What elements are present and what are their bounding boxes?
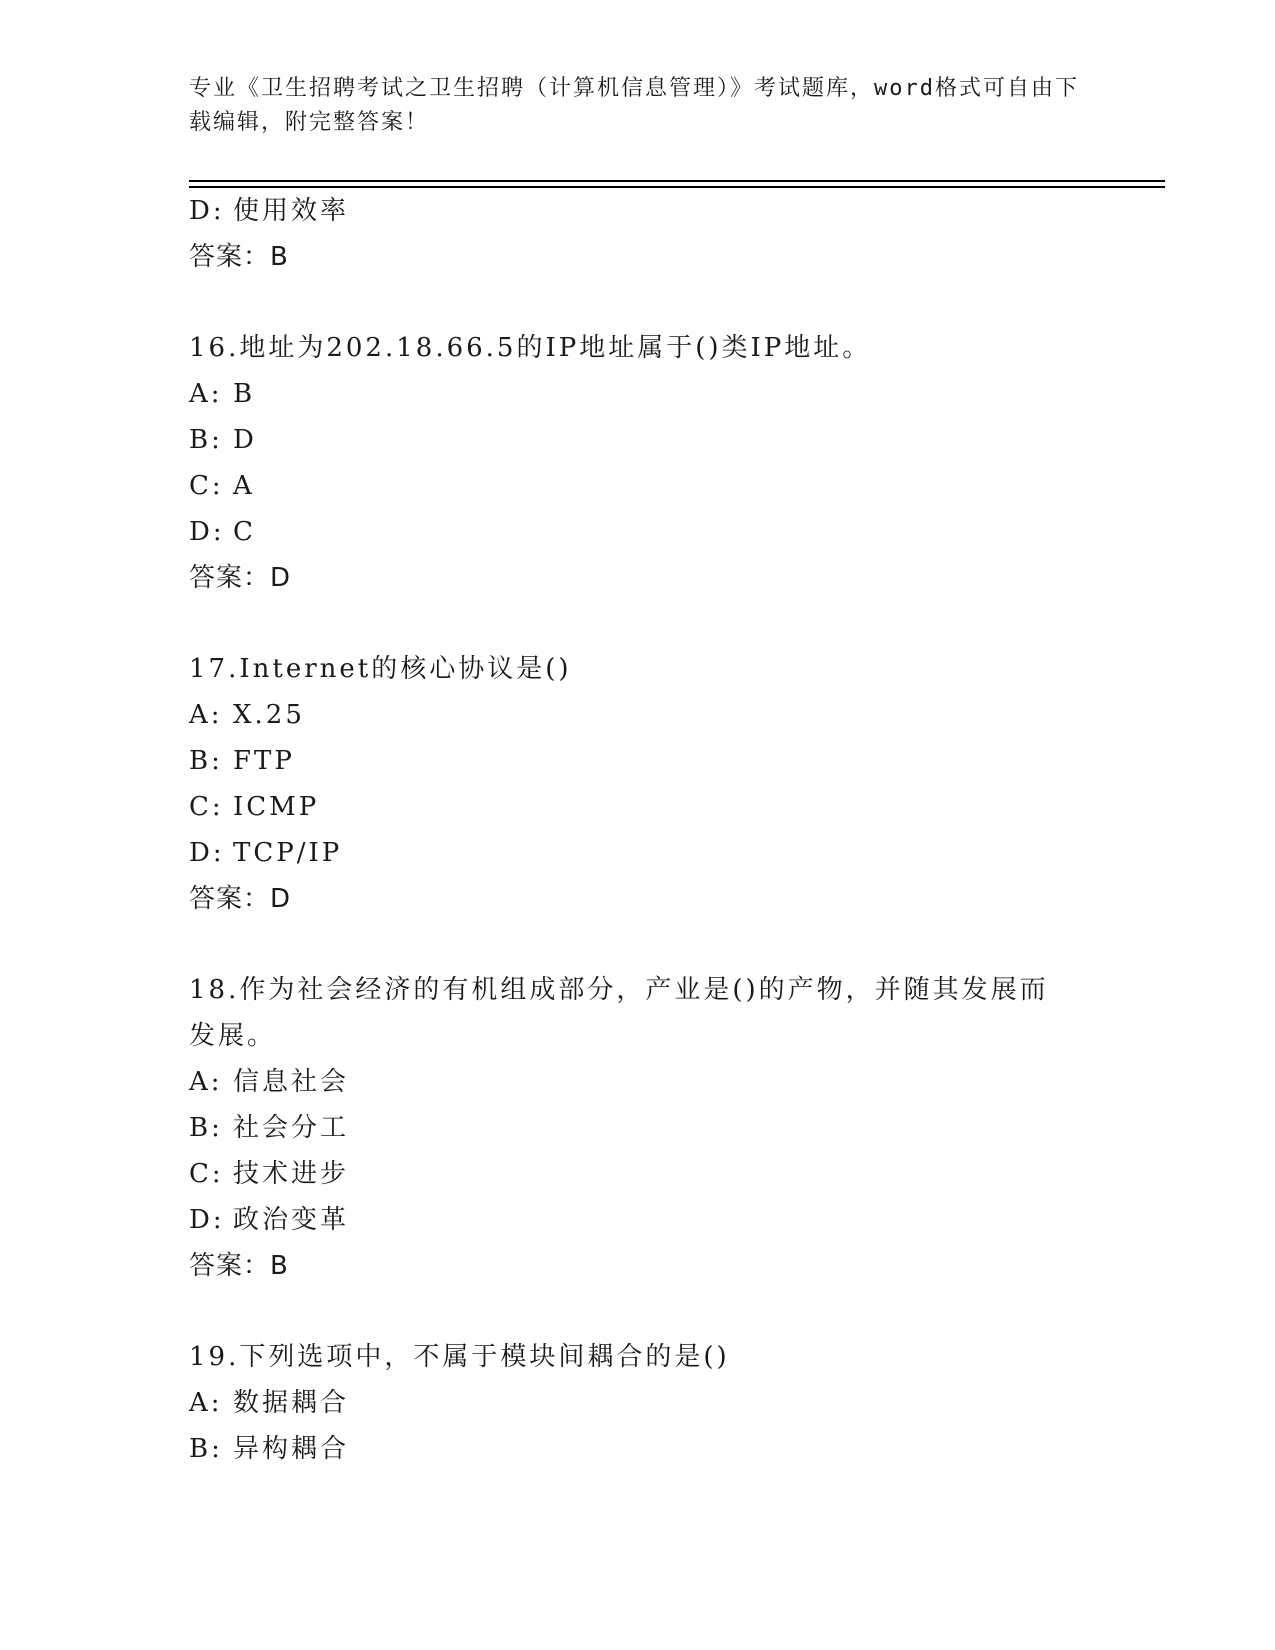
option-letter: A: — [189, 1388, 223, 1418]
header-divider-top — [189, 180, 1165, 182]
option-letter: A: — [189, 700, 223, 730]
question-stem-16: 16.地址为202.18.66.5的IP地址属于()类IP地址。 — [189, 333, 872, 363]
option-text: ICMP — [233, 792, 320, 822]
option-text: 政治变革 — [233, 1205, 350, 1235]
option-d — [189, 1197, 1089, 1243]
option-letter: D: — [189, 1205, 225, 1235]
option-text: C — [233, 517, 256, 547]
question-list — [189, 188, 1089, 1472]
answer-18: 答案：B — [189, 1251, 289, 1281]
option-letter: A: — [189, 1067, 223, 1097]
option-letter: B: — [189, 425, 223, 455]
option-letter: D: — [189, 517, 225, 547]
option-a — [189, 1059, 1089, 1105]
header-intro-part1: 专业《卫生招聘考试之卫生招聘（计算机信息管理）》考试题库， — [189, 76, 875, 101]
option-letter: D: — [189, 196, 225, 226]
option-letter: D: — [189, 838, 225, 868]
option-text: D — [233, 425, 257, 455]
option-text: A — [233, 471, 255, 501]
document-header — [189, 72, 1089, 140]
option-c — [189, 784, 1089, 830]
option-a — [189, 692, 1089, 738]
header-intro-word: word — [874, 76, 935, 101]
option-text: 技术进步 — [233, 1159, 350, 1189]
option-text: 社会分工 — [233, 1113, 350, 1143]
option-b — [189, 738, 1089, 784]
answer-16: 答案：D — [189, 563, 292, 593]
spacer — [189, 280, 1089, 325]
option-letter: A: — [189, 379, 223, 409]
option-text: TCP/IP — [233, 838, 343, 868]
question-stem-17: 17.Internet的核心协议是() — [189, 654, 572, 684]
option-text: 异构耦合 — [233, 1434, 350, 1464]
prev-answer: 答案：B — [189, 242, 289, 272]
spacer — [189, 1289, 1089, 1334]
header-intro-part2: 格式可自由下载编辑，附完整答案！ — [189, 76, 1080, 135]
option-a — [189, 1380, 1089, 1426]
option-letter: C: — [189, 1159, 224, 1189]
answer-17: 答案：D — [189, 884, 292, 914]
option-letter: B: — [189, 1434, 223, 1464]
question-stem-18: 18.作为社会经济的有机组成部分，产业是()的产物，并随其发展而发展。 — [189, 975, 1049, 1051]
option-b — [189, 1105, 1089, 1151]
option-a — [189, 371, 1089, 417]
option-text: 信息社会 — [233, 1067, 350, 1097]
option-text: 数据耦合 — [233, 1388, 350, 1418]
option-c — [189, 463, 1089, 509]
option-text: 使用效率 — [233, 196, 350, 226]
spacer — [189, 922, 1089, 967]
option-text: X.25 — [233, 700, 305, 730]
option-letter: B: — [189, 1113, 223, 1143]
spacer — [189, 601, 1089, 646]
option-text: B — [233, 379, 256, 409]
option-letter: B: — [189, 746, 223, 776]
question-stem-19: 19.下列选项中，不属于模块间耦合的是() — [189, 1342, 730, 1372]
option-text: FTP — [233, 746, 295, 776]
option-b — [189, 1426, 1089, 1472]
option-d — [189, 830, 1089, 876]
option-d — [189, 509, 1089, 555]
option-letter: C: — [189, 792, 224, 822]
option-letter: C: — [189, 471, 224, 501]
option-c — [189, 1151, 1089, 1197]
option-b — [189, 417, 1089, 463]
prev-option-d — [189, 188, 1089, 234]
